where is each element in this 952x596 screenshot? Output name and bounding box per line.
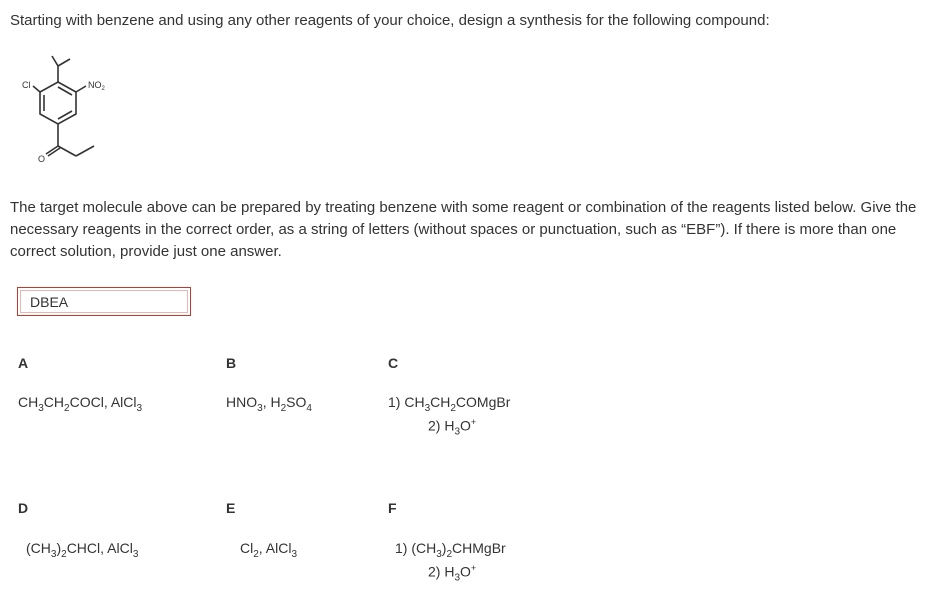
molecule-label-o: O xyxy=(38,154,46,164)
option-c-line2: 2) $H_3O^+$ xyxy=(428,417,477,438)
option-a-letter: A xyxy=(18,355,29,371)
question-text: Starting with benzene and using any other reagents of your choice, design a synthesis for the following compound: xyxy=(10,12,770,29)
option-f-line1: 1) $(CH_3)_2CHMgBr$ xyxy=(395,540,506,560)
option-c-letter: C xyxy=(388,355,399,371)
option-c-line1: 1) $CH_3CH_2COMgBr$ xyxy=(388,394,511,414)
instructions-text: The target molecule above can be prepared by treating benzene with some reagent or combination of the reagents listed below. Give the necessary reagents in the correct order, as a string of letters (without spaces or punctuation, such as “EBF”). If there is more than one correct solution, provide just one answer. xyxy=(10,199,917,260)
option-e-text: $Cl_2$, AlCl$_3$ xyxy=(240,540,298,560)
option-d-letter: D xyxy=(18,500,29,516)
answer-input[interactable]: DBEA xyxy=(17,287,191,316)
molecule-label-no2-main: NO xyxy=(88,80,102,90)
molecule-label-no2 xyxy=(88,80,106,92)
option-a-text: $CH_3CH_2COCl$, AlCl$_3$ xyxy=(18,394,143,414)
option-f-letter: F xyxy=(388,500,397,516)
molecule-label-cl: Cl xyxy=(22,80,31,90)
option-b-text: $HNO_3$, $H_2SO_4$ xyxy=(226,394,312,414)
target-molecule-structure xyxy=(22,50,140,175)
option-d-text: $(CH_3)_2CHCl$, AlCl$_3$ xyxy=(26,540,139,560)
option-f-line2: 2) $H_3O^+$ xyxy=(428,563,477,584)
option-b-letter: B xyxy=(226,355,237,371)
molecule-label-no2-sub: 2 xyxy=(101,86,105,92)
option-e-letter: E xyxy=(226,500,236,516)
